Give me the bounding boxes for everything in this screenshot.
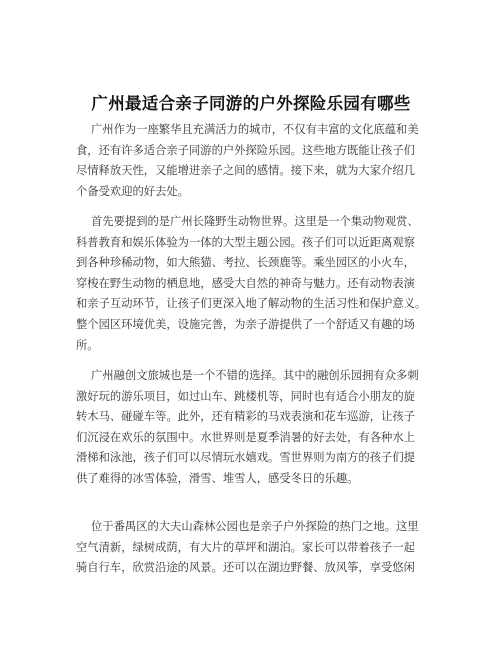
paragraph-line: 广州作为一座繁华且充满活力的城市，不仅有丰富的文化底蕴和美 <box>91 123 419 136</box>
paragraph-line: 空气清新，绿树成荫，有大片的草坪和湖泊。家长可以带着孩子一起 <box>76 540 415 554</box>
paragraph-line: 尽情释放天性，又能增进亲子之间的感情。接下来，就为大家介绍几 <box>76 164 415 178</box>
paragraph-line: 们沉浸在欢乐的氛围中。水世界则是夏季消暑的好去处，有各种水上 <box>76 430 415 444</box>
paragraph-line: 激好玩的游乐项目，如过山车、跳楼机等，同时也有适合小朋友的旋 <box>76 389 415 403</box>
paragraph-line: 穿梭在野生动物的栖息地，感受大自然的神奇与魅力。还有动物表演 <box>76 276 415 290</box>
document-title: 广州最适合亲子同游的户外探险乐园有哪些 <box>91 94 411 113</box>
paragraph-line: 和亲子互动环节，让孩子们更深入地了解动物的生活习性和保护意义。 <box>76 297 427 311</box>
paragraph-line: 个备受欢迎的好去处。 <box>76 184 189 198</box>
paragraph-line: 骑自行车，欣赏沿途的风景。还可以在湖边野餐、放风筝，享受悠闲 <box>76 561 415 575</box>
paragraph-line: 食，还有许多适合亲子同游的户外探险乐园。这些地方既能让孩子们 <box>76 143 415 157</box>
paragraph-line: 滑梯和泳池，孩子们可以尽情玩水嬉戏。雪世界则为南方的孩子们提 <box>76 451 415 465</box>
paragraph-line: 位于番禺区的大夫山森林公园也是亲子户外探险的热门之地。这里 <box>91 520 419 533</box>
paragraph-line: 首先要提到的是广州长隆野生动物世界。这里是一个集动物观赏、 <box>91 215 419 228</box>
paragraph-line: 科普教育和娱乐体验为一体的大型主题公园。孩子们可以近距离观察 <box>76 235 415 249</box>
paragraph-chimelong <box>76 212 448 356</box>
paragraph-sunac <box>76 366 448 490</box>
paragraph-line: 供了难得的冰雪体验，滑雪、堆雪人，感受冬日的乐趣。 <box>76 471 359 485</box>
paragraph-dafushan <box>76 517 448 579</box>
paragraph-line: 整个园区环境优美，设施完善，为亲子游提供了一个舒适又有趣的场 <box>76 317 415 331</box>
paragraph-line: 所。 <box>76 338 99 352</box>
paragraph-line: 广州融创文旅城也是一个不错的选择。其中的融创乐园拥有众多刺 <box>91 369 419 382</box>
paragraph-line: 到各种珍稀动物，如大熊猫、考拉、长颈鹿等。乘坐园区的小火车， <box>76 256 415 270</box>
paragraph-line: 转木马、碰碰车等。此外，还有精彩的马戏表演和花车巡游，让孩子 <box>76 410 415 424</box>
paragraph-intro <box>76 120 448 202</box>
